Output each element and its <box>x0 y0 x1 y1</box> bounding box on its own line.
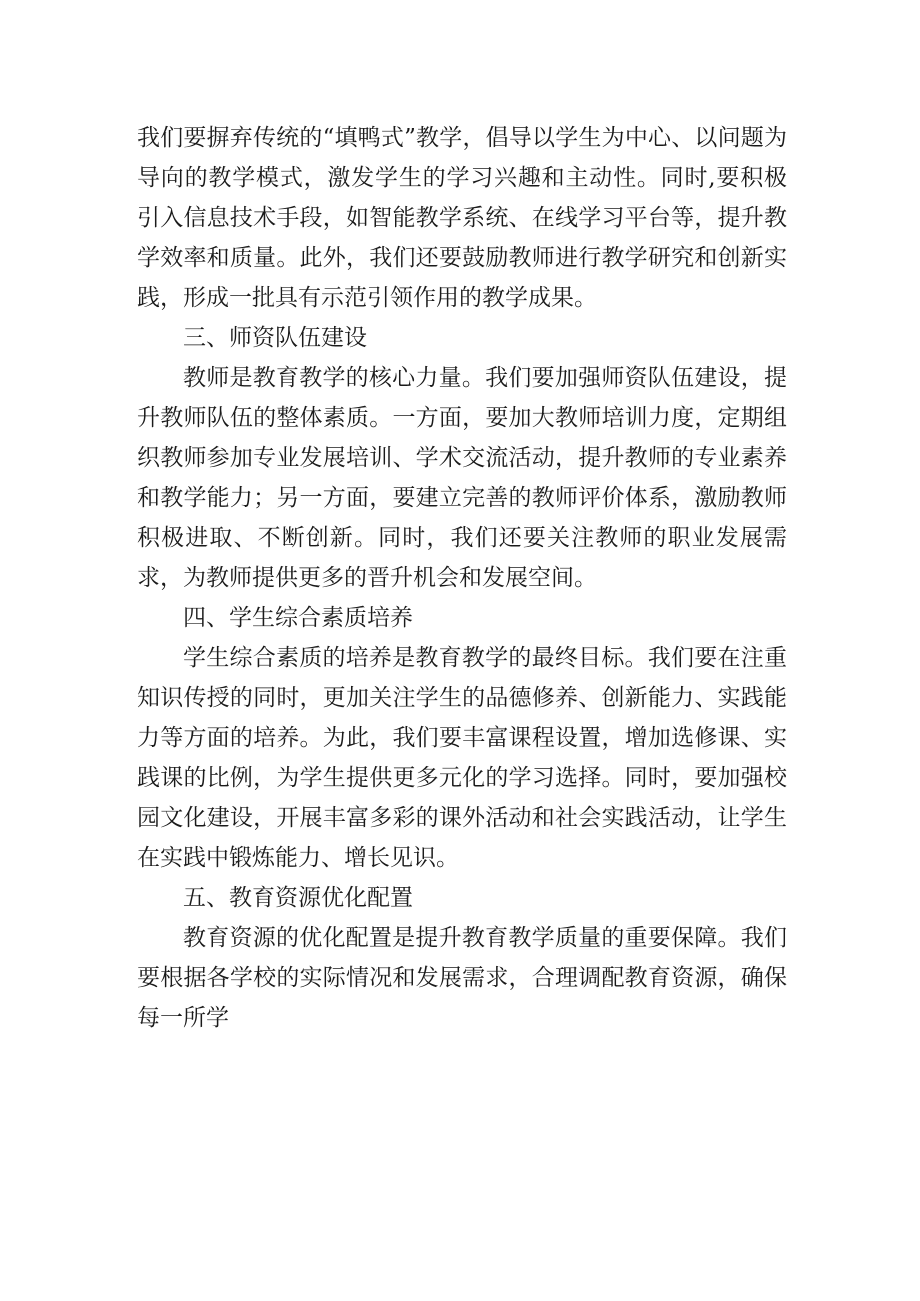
paragraph-student-quality: 学生综合素质的培养是教育教学的最终目标。我们要在注重知识传授的同时，更加关注学生的品德修养、创新能力、实践能力等方面的培养。为此，我们要丰富课程设置，增加选修课、实践课的比例，为学生提供更多元化的学习选择。同时，要加强校园文化建设，开展丰富多彩的课外活动和社会实践活动，让学生在实践中锻炼能力、增长见识。 <box>137 645 787 871</box>
heading-resource-allocation: 五、教育资源优化配置 <box>183 885 413 911</box>
paragraph-teaching-reform: 我们要摒弃传统的“填鸭式”教学，倡导以学生为中心、以问题为导向的教学模式，激发学生的学习兴趣和主动性。同时,要积极引入信息技术手段，如智能教学系统、在线学习平台等，提升教学效率和质量。此外，我们还要鼓励教师进行教学研究和创新实践，形成一批具有示范引领作用的教学成果。 <box>137 125 787 311</box>
heading-teacher-team: 三、师资队伍建设 <box>183 325 367 351</box>
paragraph-teacher-team: 教师是教育教学的核心力量。我们要加强师资队伍建设，提升教师队伍的整体素质。一方面，要加大教师培训力度，定期组织教师参加专业发展培训、学术交流活动，提升教师的专业素养和教学能力；另一方面，要建立完善的教师评价体系，激励教师积极进取、不断创新。同时，我们还要关注教师的职业发展需求，为教师提供更多的晋升机会和发展空间。 <box>137 365 787 591</box>
heading-student-quality: 四、学生综合素质培养 <box>183 605 413 631</box>
paragraph-resource-allocation: 教育资源的优化配置是提升教育教学质量的重要保障。我们要根据各学校的实际情况和发展需求，合理调配教育资源，确保每一所学 <box>137 925 787 1031</box>
document-body <box>137 118 787 1038</box>
